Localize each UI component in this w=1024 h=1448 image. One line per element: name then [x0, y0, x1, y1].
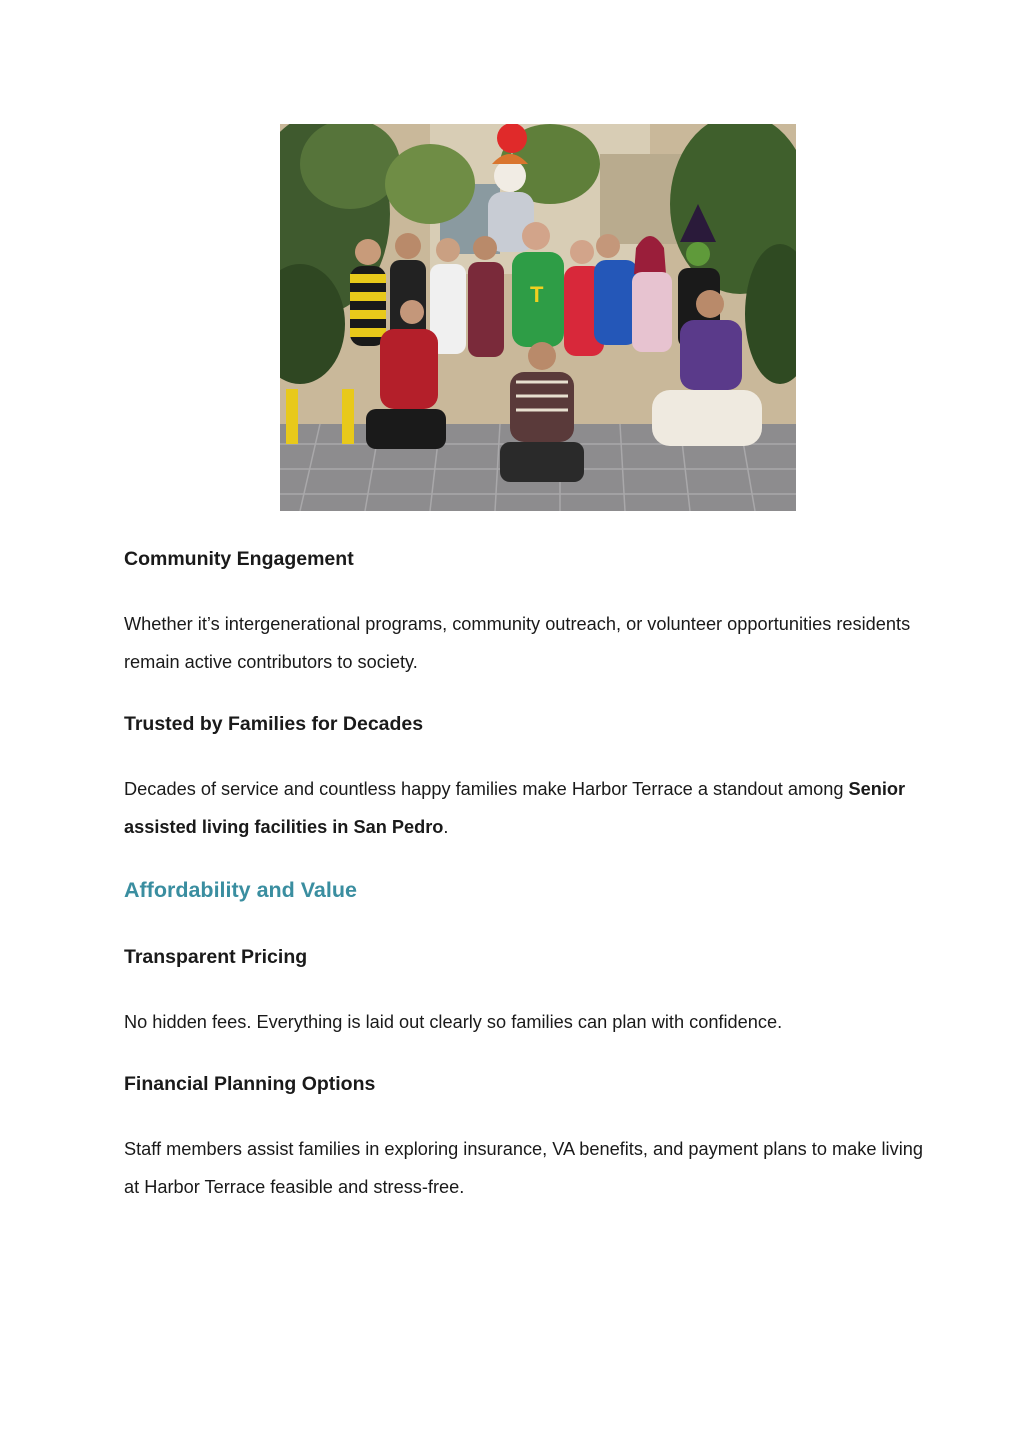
heading-financial-planning: Financial Planning Options — [124, 1073, 376, 1095]
paragraph-trusted-by-families — [124, 771, 930, 846]
trusted-body-text: Decades of service and countless happy families make Harbor Terrace a standout among — [124, 779, 849, 799]
paragraph-community-engagement: Whether it’s intergenerational programs, community outreach, or volunteer opportunities residents remain active contributors to society. — [124, 614, 911, 672]
heading-affordability-and-value: Affordability and Value — [124, 878, 357, 902]
group-costume-photo — [280, 124, 796, 511]
paragraph-financial-planning: Staff members assist families in exploring insurance, VA benefits, and payment plans to make living at Harbor Terrace feasible and stress-free. — [124, 1139, 923, 1197]
heading-transparent-pricing: Transparent Pricing — [124, 946, 308, 968]
senior-living-keyword: Senior assisted living facilities in San Pedro — [124, 779, 906, 837]
trusted-body-suffix: . — [443, 816, 449, 837]
heading-trusted-by-families: Trusted by Families for Decades — [124, 713, 424, 735]
heading-community-engagement: Community Engagement — [124, 548, 354, 570]
svg-text:T: T — [530, 282, 544, 307]
paragraph-transparent-pricing: No hidden fees. Everything is laid out clearly so families can plan with confidence. — [124, 1012, 783, 1032]
